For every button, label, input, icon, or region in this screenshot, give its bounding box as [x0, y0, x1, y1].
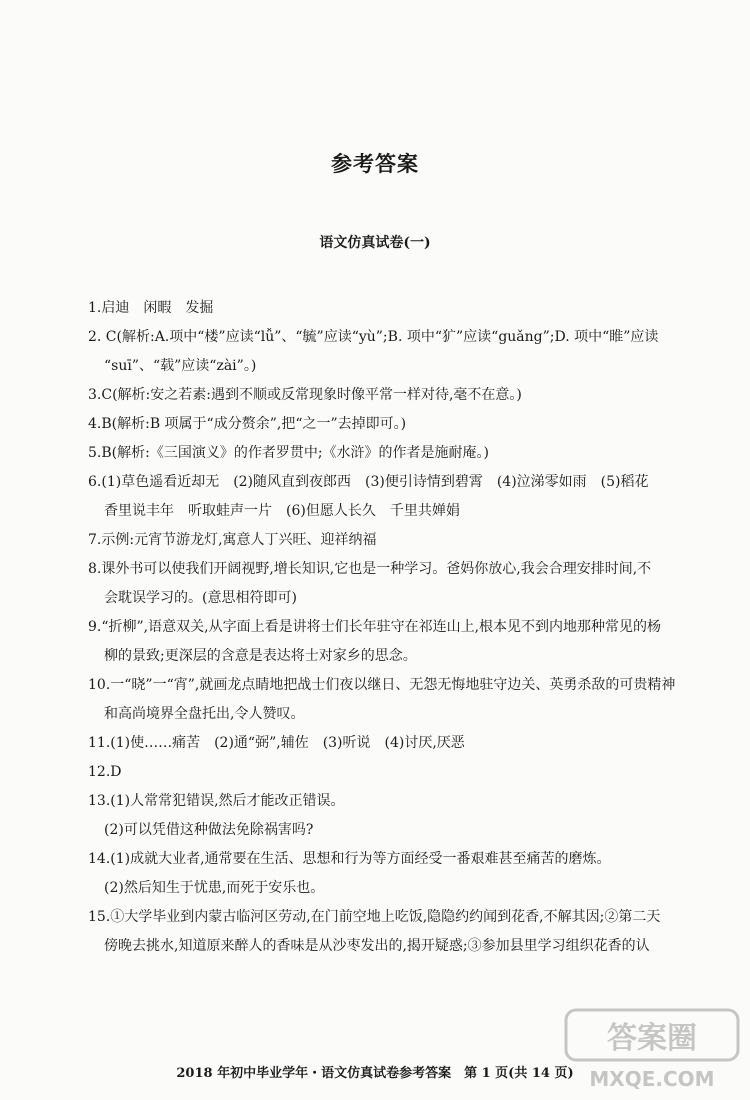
answer-item — [88, 903, 688, 961]
answer-item — [88, 613, 688, 671]
answer-item — [88, 294, 688, 323]
answer-line: 8.课外书可以使我们开阔视野,增长知识,它也是一种学习。爸妈你放心,我会合理安排时间,不 — [88, 561, 652, 577]
answer-line: 3.C(解析:安之若素:遇到不顺或反常现象时像平常一样对待,毫不在意。) — [88, 387, 522, 403]
answer-line: 5.B(解析:《三国演义》的作者罗贯中;《水浒》的作者是施耐庵。) — [88, 445, 490, 461]
answer-item — [88, 787, 688, 845]
answer-item — [88, 323, 688, 381]
watermark-text-top: 答案圈 — [607, 1021, 697, 1056]
answer-item — [88, 468, 688, 526]
answer-line: 12.D — [88, 764, 122, 780]
answer-item — [88, 671, 688, 729]
answer-line: 2. C(解析:A.项中“楼”应读“lǚ”、“毓”应读“yù”;B. 项中“犷”应读“guǎng”;D. 项中“睢”应读 — [88, 329, 659, 345]
answer-item — [88, 845, 688, 903]
answer-line: 柳的景致;更深层的含意是表达将士对家乡的思念。 — [104, 648, 417, 664]
answer-line: 10.一“晓”一“宵”,就画龙点睛地把战士们夜以继日、无怨无悔地驻守边关、英勇杀敌的可贵精神 — [88, 677, 676, 693]
answer-line: “suī”、“载”应读“zài”。) — [104, 358, 257, 374]
answer-line: (2)可以凭借这种做法免除祸害吗? — [104, 822, 314, 838]
answer-item — [88, 410, 688, 439]
answer-line: 香里说丰年 听取蛙声一片 (6)但愿人长久 千里共婵娟 — [104, 503, 460, 519]
answer-item — [88, 758, 688, 787]
page-footer: 2018 年初中毕业学年・语文仿真试卷参考答案 第 1 页(共 14 页) — [176, 1066, 574, 1081]
answer-item — [88, 381, 688, 410]
answer-item — [88, 555, 688, 613]
answer-line: 9.“折柳”,语意双关,从字面上看是讲将士们长年驻守在祁连山上,根本见不到内地那种常见的杨 — [88, 619, 662, 635]
answer-line: 14.(1)成就大业者,通常要在生活、思想和行为等方面经受一番艰难甚至痛苦的磨炼。 — [88, 851, 611, 867]
answer-line: 会耽误学习的。(意思相符即可) — [104, 590, 297, 606]
answer-item — [88, 729, 688, 758]
answer-line: (2)然后知生于忧患,而死于安乐也。 — [104, 880, 325, 896]
answer-item — [88, 526, 688, 555]
answer-line: 和高尚境界全盘托出,令人赞叹。 — [104, 706, 305, 722]
answer-line: 傍晚去挑水,知道原来醉人的香味是从沙枣发出的,揭开疑惑;③参加县里学习组织花香的认 — [104, 938, 650, 954]
exam-subtitle: 语文仿真试卷(一) — [319, 235, 431, 251]
answer-line: 15.①大学毕业到内蒙古临河区劳动,在门前空地上吃饭,隐隐约约闻到花香,不解其因;②第二天 — [88, 909, 661, 925]
answer-line: 6.(1)草色遥看近却无 (2)随风直到夜郎西 (3)便引诗情到碧霄 (4)泣涕零如雨 (5)稻花 — [88, 474, 649, 490]
answer-item — [88, 439, 688, 468]
watermark-text-bottom: MXQE.COM — [589, 1067, 715, 1091]
page-title: 参考答案 — [331, 151, 419, 176]
answer-line: 4.B(解析:B 项属于“成分赘余”,把“之一”去掉即可。) — [88, 416, 407, 432]
answer-line: 7.示例:元宵节游龙灯,寓意人丁兴旺、迎祥纳福 — [88, 532, 377, 548]
answer-line: 1.启迪 闲暇 发掘 — [88, 300, 214, 316]
answer-list — [88, 294, 688, 961]
answer-line: 13.(1)人常常犯错误,然后才能改正错误。 — [88, 793, 345, 809]
answer-line: 11.(1)使……痛苦 (2)通“弼”,辅佐 (3)听说 (4)讨厌,厌恶 — [88, 735, 465, 751]
